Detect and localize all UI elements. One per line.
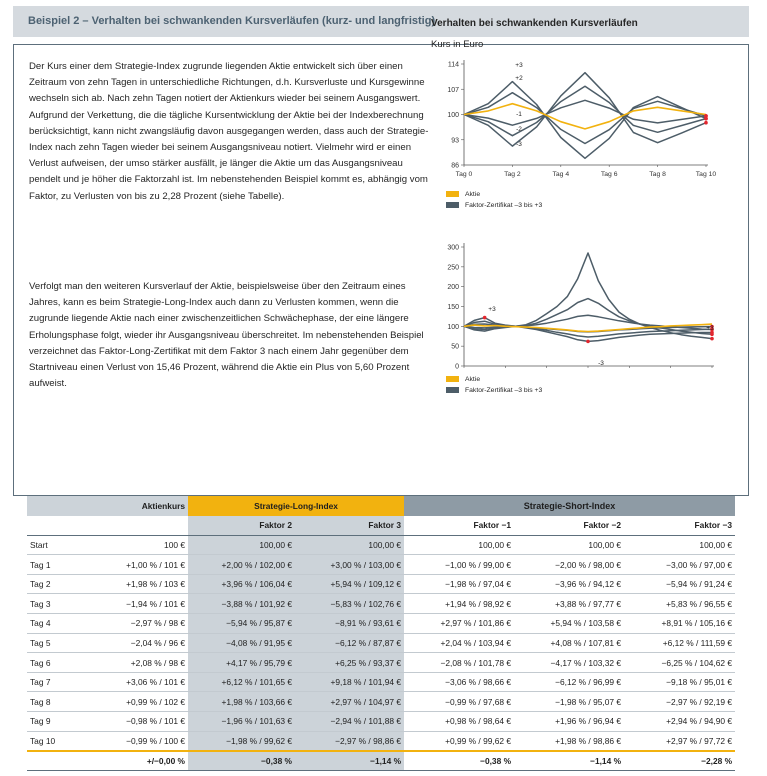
table-cell: −4,17 % / 103,32 € xyxy=(514,653,624,673)
legend-swatch-aktie xyxy=(446,191,459,197)
chart-y-label: Kurs in Euro xyxy=(431,39,484,50)
series-line-faktor-minus2 xyxy=(464,299,712,335)
table-cell: +6,12 % / 101,65 € xyxy=(188,672,295,692)
table-cell: −0,99 % / 100 € xyxy=(85,731,188,751)
table-cell: −2,04 % / 96 € xyxy=(85,633,188,653)
row-label: Tag 7 xyxy=(27,672,85,692)
table-cell: +1,94 % / 98,92 € xyxy=(404,594,514,614)
row-label: Tag 9 xyxy=(27,712,85,732)
x-tick-label: Tag 6 xyxy=(600,171,618,178)
y-tick-label: 100 xyxy=(447,112,459,119)
table-cell: −2,08 % / 101,78 € xyxy=(404,653,514,673)
table-row xyxy=(27,672,735,692)
row-label: Tag 1 xyxy=(27,555,85,575)
row-label: Tag 5 xyxy=(27,633,85,653)
peak-marker xyxy=(483,316,487,320)
total-cell: −1,14 % xyxy=(295,751,404,771)
table-cell: +2,04 % / 103,94 € xyxy=(404,633,514,653)
table-cell: −3,00 % / 97,00 € xyxy=(624,555,735,575)
table-cell: −6,12 % / 87,87 € xyxy=(295,633,404,653)
table-row xyxy=(27,692,735,712)
table-cell: 100,00 € xyxy=(188,535,295,555)
legend-short-term xyxy=(446,189,542,211)
table-cell: −0,98 % / 101 € xyxy=(85,712,188,732)
header-blank xyxy=(27,496,85,516)
sub-header-blank xyxy=(85,516,188,536)
table-row xyxy=(27,535,735,555)
legend-item-faktor xyxy=(446,385,542,396)
table-cell: +1,98 % / 98,86 € xyxy=(514,731,624,751)
table-cell: −5,94 % / 91,24 € xyxy=(624,574,735,594)
table-cell: +3,06 % / 101 € xyxy=(85,672,188,692)
table-cell: +2,97 % / 97,72 € xyxy=(624,731,735,751)
end-marker xyxy=(704,121,708,125)
table-cell: −8,91 % / 93,61 € xyxy=(295,614,404,634)
series-label: +3 xyxy=(488,306,496,313)
table-cell: +2,97 % / 101,86 € xyxy=(404,614,514,634)
series-label: -2 xyxy=(516,126,522,133)
results-table xyxy=(27,496,735,771)
section-title: Beispiel 2 – Verhalten bei schwankenden Kursverläufen (kurz- und langfristig) xyxy=(28,15,436,27)
table-cell: −2,97 % / 92,19 € xyxy=(624,692,735,712)
series-line-aktie xyxy=(464,104,706,129)
table-cell: −6,25 % / 104,62 € xyxy=(624,653,735,673)
table-cell: −2,00 % / 98,00 € xyxy=(514,555,624,575)
legend-label-aktie: Aktie xyxy=(465,191,481,198)
row-label: Start xyxy=(27,535,85,555)
table-group-header xyxy=(27,496,735,516)
table-row xyxy=(27,555,735,575)
table-cell: +4,17 % / 95,79 € xyxy=(188,653,295,673)
table-cell: +0,98 % / 98,64 € xyxy=(404,712,514,732)
sub-header-blank xyxy=(27,516,85,536)
table-cell: −1,96 % / 101,63 € xyxy=(188,712,295,732)
table-cell: 100,00 € xyxy=(624,535,735,555)
x-tick-label: Tag 10 xyxy=(695,171,717,178)
row-label: Tag 2 xyxy=(27,574,85,594)
table-cell: +2,97 % / 104,97 € xyxy=(295,692,404,712)
table-cell: −3,96 % / 94,12 € xyxy=(514,574,624,594)
table-cell: +1,98 % / 103,66 € xyxy=(188,692,295,712)
table-cell: 100,00 € xyxy=(404,535,514,555)
y-tick-label: 300 xyxy=(447,244,459,252)
table-cell: +5,94 % / 109,12 € xyxy=(295,574,404,594)
table-cell: +1,00 % / 101 € xyxy=(85,555,188,575)
table-cell: −4,08 % / 91,95 € xyxy=(188,633,295,653)
y-tick-label: 50 xyxy=(451,343,459,351)
table-cell: +0,99 % / 99,62 € xyxy=(404,731,514,751)
y-tick-label: 150 xyxy=(447,304,459,311)
table-cell: −2,97 % / 98,86 € xyxy=(295,731,404,751)
table-row xyxy=(27,633,735,653)
legend-item-aktie xyxy=(446,189,542,200)
table-cell: +2,94 % / 94,90 € xyxy=(624,712,735,732)
table-cell: +3,96 % / 106,04 € xyxy=(188,574,295,594)
series-label: +2 xyxy=(515,75,523,82)
table-cell: −0,99 % / 97,68 € xyxy=(404,692,514,712)
table-cell: −3,88 % / 101,92 € xyxy=(188,594,295,614)
sub-header-faktor-2: Faktor 2 xyxy=(188,516,295,536)
y-tick-label: 86 xyxy=(451,162,459,170)
table-cell: −6,12 % / 96,99 € xyxy=(514,672,624,692)
table-cell: 100 € xyxy=(85,535,188,555)
table-row xyxy=(27,594,735,614)
y-tick-label: 100 xyxy=(447,323,459,331)
paragraph-1: Der Kurs einer dem Strategie-Index zugrunde liegenden Aktie entwickelt sich über einen Zeitraum von zehn Tagen in unterschiedliche Richtungen, d.h. Kursverluste und Kursgewinne wechseln sich ab. Nach zehn Tagen notiert der Aktienkurs wieder bei seinem Ausgangswert. Aufgrund der Verkettung, die die tägliche Kursentwicklung der Aktie bei der Indexberechnung berücksichtigt, kann nicht zwangsläufig davon ausgegangen werden, dass auch der Strategie-Index nach zehn Tagen wieder bei seinem Ausgangsniveau notiert. Vielmehr wird er einen Verlust aufweisen, der umso stärker ausfällt, je länger die Aktie um das Ausgangsniveau pendelt und je höher die Faktorzahl ist. Im nebenstehenden Beispiel kommt es, abhängig vom Faktor, zu Verlusten von bis zu 2,28 Prozent (siehe Tabelle). xyxy=(29,61,429,202)
x-tick-label: Tag 2 xyxy=(504,171,521,178)
legend-swatch-faktor xyxy=(446,387,459,393)
total-cell: −2,28 % xyxy=(624,751,735,771)
row-label: Tag 6 xyxy=(27,653,85,673)
table-cell: +1,98 % / 103 € xyxy=(85,574,188,594)
x-tick-label: Tag 4 xyxy=(552,171,570,178)
section-title-bar xyxy=(13,6,749,37)
table-row xyxy=(27,574,735,594)
total-cell: −0,38 % xyxy=(404,751,514,771)
table-sub-header xyxy=(27,516,735,536)
total-cell: −1,14 % xyxy=(514,751,624,771)
legend-label-aktie: Aktie xyxy=(465,376,481,383)
x-tick-label: Tag 0 xyxy=(455,171,473,178)
table-cell: +0,99 % / 102 € xyxy=(85,692,188,712)
row-label: Tag 10 xyxy=(27,731,85,751)
chart-short-term xyxy=(426,56,726,186)
sub-header-faktor-minus-1: Faktor −1 xyxy=(404,516,514,536)
table-cell: +2,08 % / 98 € xyxy=(85,653,188,673)
header-aktienkurs: Aktienkurs xyxy=(85,496,188,516)
table-cell: +3,88 % / 97,77 € xyxy=(514,594,624,614)
series-line-faktor-plus3 xyxy=(464,82,706,159)
series-label: -1 xyxy=(516,111,522,118)
table-row xyxy=(27,653,735,673)
y-tick-label: 114 xyxy=(447,61,459,69)
sub-header-faktor-minus-2: Faktor −2 xyxy=(514,516,624,536)
table-cell: −3,06 % / 98,66 € xyxy=(404,672,514,692)
series-line-faktor-plus2 xyxy=(464,321,712,337)
row-label: Tag 3 xyxy=(27,594,85,614)
table-row xyxy=(27,731,735,751)
row-label: Tag 8 xyxy=(27,692,85,712)
legend-item-faktor xyxy=(446,200,542,211)
legend-label-faktor: Faktor-Zertifikat –3 bis +3 xyxy=(465,387,543,394)
table-cell: +9,18 % / 101,94 € xyxy=(295,672,404,692)
table-cell: +2,00 % / 102,00 € xyxy=(188,555,295,575)
y-tick-label: 93 xyxy=(451,137,459,145)
trough-marker xyxy=(586,340,590,344)
table-cell: −1,98 % / 97,04 € xyxy=(404,574,514,594)
legend-swatch-faktor xyxy=(446,202,459,208)
row-label: Tag 4 xyxy=(27,614,85,634)
table-cell: −1,94 % / 101 € xyxy=(85,594,188,614)
chart-long-term xyxy=(426,237,726,371)
end-marker xyxy=(704,117,708,121)
header-strategie-long: Strategie-Long-Index xyxy=(188,496,404,516)
end-marker xyxy=(710,337,714,341)
table-cell: 100,00 € xyxy=(514,535,624,555)
legend-swatch-aktie xyxy=(446,376,459,382)
chart-title: Verhalten bei schwankenden Kursverläufen xyxy=(431,18,638,29)
y-tick-label: 107 xyxy=(447,86,459,94)
table-row xyxy=(27,614,735,634)
table-cell: +5,83 % / 96,55 € xyxy=(624,594,735,614)
x-tick-label: Tag 8 xyxy=(649,171,666,178)
total-cell: −0,38 % xyxy=(188,751,295,771)
total-label xyxy=(27,751,85,771)
paragraph-2: Verfolgt man den weiteren Kursverlauf der Aktie, beispielsweise über den Zeitraum eines Jahres, kann es beim Strategie-Long-Index auch dann zu Verlusten kommen, wenn die zugrunde liegende Aktie nach einer zwischenzeitlichen Schwächephase, der eine längere Erholungsphase folgt, wieder ihr Ausgangsniveau überschreitet. Im nebenstehenden Beispiel verzeichnet das Faktor-Long-Zertifikat mit dem Faktor 3 nach einem Jahr gegenüber dem Startniveau einen Verlust von 15,46 Prozent, während die Aktie ein Plus von 5,60 Prozent aufweist. xyxy=(29,281,424,390)
table-cell: −1,98 % / 95,07 € xyxy=(514,692,624,712)
series-label: +3 xyxy=(515,62,523,69)
table-cell: +4,08 % / 107,81 € xyxy=(514,633,624,653)
end-marker xyxy=(710,332,714,336)
table-cell: −9,18 % / 95,01 € xyxy=(624,672,735,692)
legend-long-term xyxy=(446,374,542,396)
table-cell: −1,00 % / 99,00 € xyxy=(404,555,514,575)
table-row xyxy=(27,712,735,732)
legend-item-aktie xyxy=(446,374,542,385)
table-cell: +6,12 % / 111,59 € xyxy=(624,633,735,653)
sub-header-faktor-minus-3: Faktor −3 xyxy=(624,516,735,536)
series-label: -3 xyxy=(598,360,604,367)
table-cell: +3,00 % / 103,00 € xyxy=(295,555,404,575)
table-cell: +5,94 % / 103,58 € xyxy=(514,614,624,634)
y-tick-label: 200 xyxy=(447,284,459,292)
table-cell: −2,94 % / 101,88 € xyxy=(295,712,404,732)
header-strategie-short: Strategie-Short-Index xyxy=(404,496,735,516)
series-label: -3 xyxy=(516,141,522,148)
table-total-row xyxy=(27,751,735,771)
sub-header-faktor-3: Faktor 3 xyxy=(295,516,404,536)
table-cell: −5,83 % / 102,76 € xyxy=(295,594,404,614)
table-cell: +8,91 % / 105,16 € xyxy=(624,614,735,634)
legend-label-faktor: Faktor-Zertifikat –3 bis +3 xyxy=(465,202,543,209)
table-cell: −5,94 % / 95,87 € xyxy=(188,614,295,634)
series-label: +3 xyxy=(706,325,714,332)
y-tick-label: 0 xyxy=(455,363,459,371)
total-cell: +/−0,00 % xyxy=(85,751,188,771)
y-tick-label: 250 xyxy=(447,264,459,272)
table-cell: 100,00 € xyxy=(295,535,404,555)
series-line-faktor-minus1 xyxy=(464,100,706,125)
table-cell: −2,97 % / 98 € xyxy=(85,614,188,634)
table-cell: +6,25 % / 93,37 € xyxy=(295,653,404,673)
table-cell: −1,98 % / 99,62 € xyxy=(188,731,295,751)
table-cell: +1,96 % / 96,94 € xyxy=(514,712,624,732)
